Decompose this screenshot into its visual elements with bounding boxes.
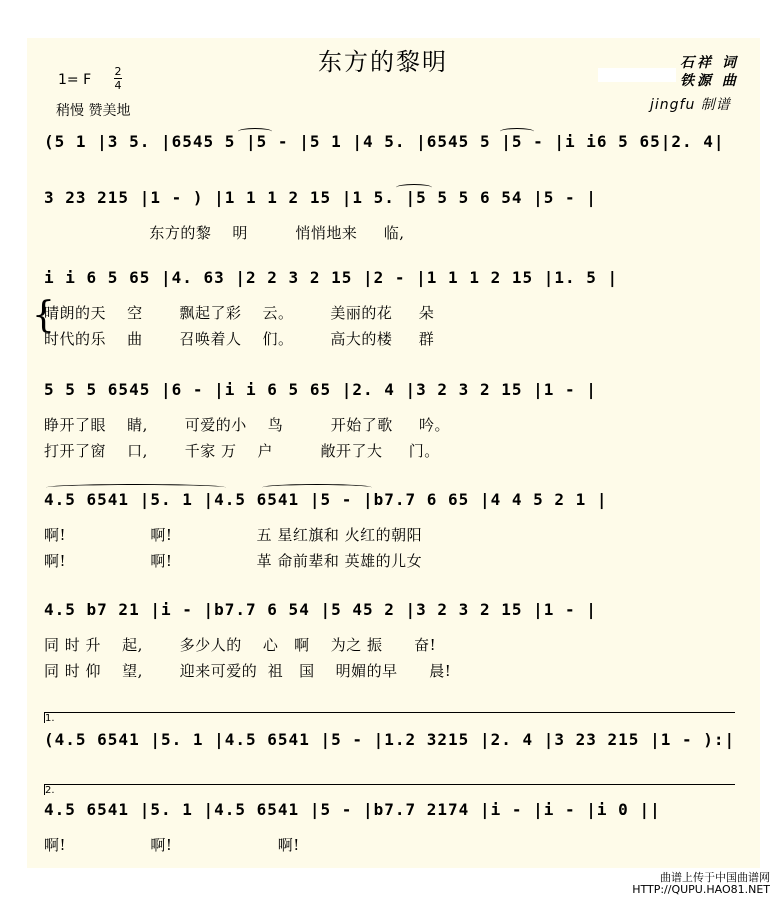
notes-system-3: i i 6 5 65 |4. 63 |2 2 3 2 15 |2 - |1 1 1 2 15 |1. 5 |: [44, 268, 619, 287]
tempo-marking: 稍慢 赞美地: [56, 103, 131, 119]
volta-2-bracket: [44, 784, 735, 795]
system-8: [0, 800, 778, 854]
time-top: 2: [114, 65, 122, 78]
footer-line-2: HTTP://QUPU.HAO81.NET: [632, 883, 770, 896]
key-signature: 1= F: [58, 72, 92, 88]
volta-1-bracket: [44, 712, 735, 723]
notes-system-4: 5 5 5 6545 |6 - |i i 6 5 65 |2. 4 |3 2 3 2 15 |1 - |: [44, 380, 597, 399]
notes-system-2: 3 23 215 |1 - ) |1 1 1 2 15 |1 5. |5 5 5 6 54 |5 - |: [44, 188, 597, 207]
lyricist-credit: 石祥 词: [680, 55, 739, 71]
lyrics-system-8-verse-1: 啊! 啊! 啊!: [44, 836, 300, 854]
slur: [500, 128, 534, 135]
lyrics-system-6-verse-1: 同 时 升 起, 多少人的 心 啊 为之 振 奋!: [44, 636, 437, 654]
volta-1-label: 1.: [45, 713, 55, 724]
footer-line-1: 曲谱上传于中国曲谱网: [660, 871, 770, 884]
notes-system-1: (5 1 |3 5. |6545 5 |5 - |5 1 |4 5. |6545 5 |5 - |i i6 5 65|2. 4|: [44, 132, 725, 151]
slur: [396, 184, 432, 191]
lyrics-system-4-verse-2: 打开了窗 口, 千家 万 户 敞开了大 门。: [44, 442, 440, 460]
system-3: [0, 268, 778, 348]
system-1: [0, 132, 778, 156]
system-4: [0, 380, 778, 460]
lyrics-system-4-verse-1: 睁开了眼 睛, 可爱的小 鸟 开始了歌 吟。: [44, 416, 451, 434]
lyrics-system-3-verse-2: 时代的乐 曲 召唤着人 们。 高大的楼 群: [44, 330, 435, 348]
notes-system-7: (4.5 6541 |5. 1 |4.5 6541 |5 - |1.2 3215 |2. 4 |3 23 215 |1 - ):|: [44, 730, 736, 749]
slur: [46, 484, 226, 491]
lyrics-system-5-verse-1: 啊! 啊! 五 星红旗和 火红的朝阳: [44, 526, 423, 544]
composer-credit: 铁源 曲: [680, 73, 739, 89]
engraver-credit: jingfu 制谱: [650, 97, 731, 113]
lyrics-system-2-verse-1: 东方的黎 明 悄悄地来 临,: [44, 224, 405, 242]
lyrics-system-5-verse-2: 啊! 啊! 革 命前辈和 英雄的儿女: [44, 552, 423, 570]
notes-system-8: 4.5 6541 |5. 1 |4.5 6541 |5 - |b7.7 2174 |i - |i - |i 0 ||: [44, 800, 661, 819]
time-bottom: 4: [114, 79, 122, 92]
system-6: [0, 600, 778, 680]
lyrics-system-3-verse-1: 晴朗的天 空 飘起了彩 云。 美丽的花 朵: [44, 304, 435, 322]
redaction-box: [598, 68, 676, 82]
system-5: [0, 490, 778, 570]
system-2: [0, 188, 778, 242]
time-signature: [114, 66, 122, 91]
slur: [262, 484, 372, 491]
slur: [238, 128, 272, 135]
verse-brace: {: [32, 295, 55, 336]
song-title: 东方的黎明: [318, 48, 448, 76]
volta-2-label: 2.: [45, 785, 55, 796]
system-7: [0, 730, 778, 754]
notes-system-6: 4.5 b7 21 |i - |b7.7 6 54 |5 45 2 |3 2 3 2 15 |1 - |: [44, 600, 597, 619]
notes-system-5: 4.5 6541 |5. 1 |4.5 6541 |5 - |b7.7 6 65 |4 4 5 2 1 |: [44, 490, 608, 509]
lyrics-system-6-verse-2: 同 时 仰 望, 迎来可爱的 祖 国 明媚的早 晨!: [44, 662, 452, 680]
site-watermark: [632, 872, 770, 896]
